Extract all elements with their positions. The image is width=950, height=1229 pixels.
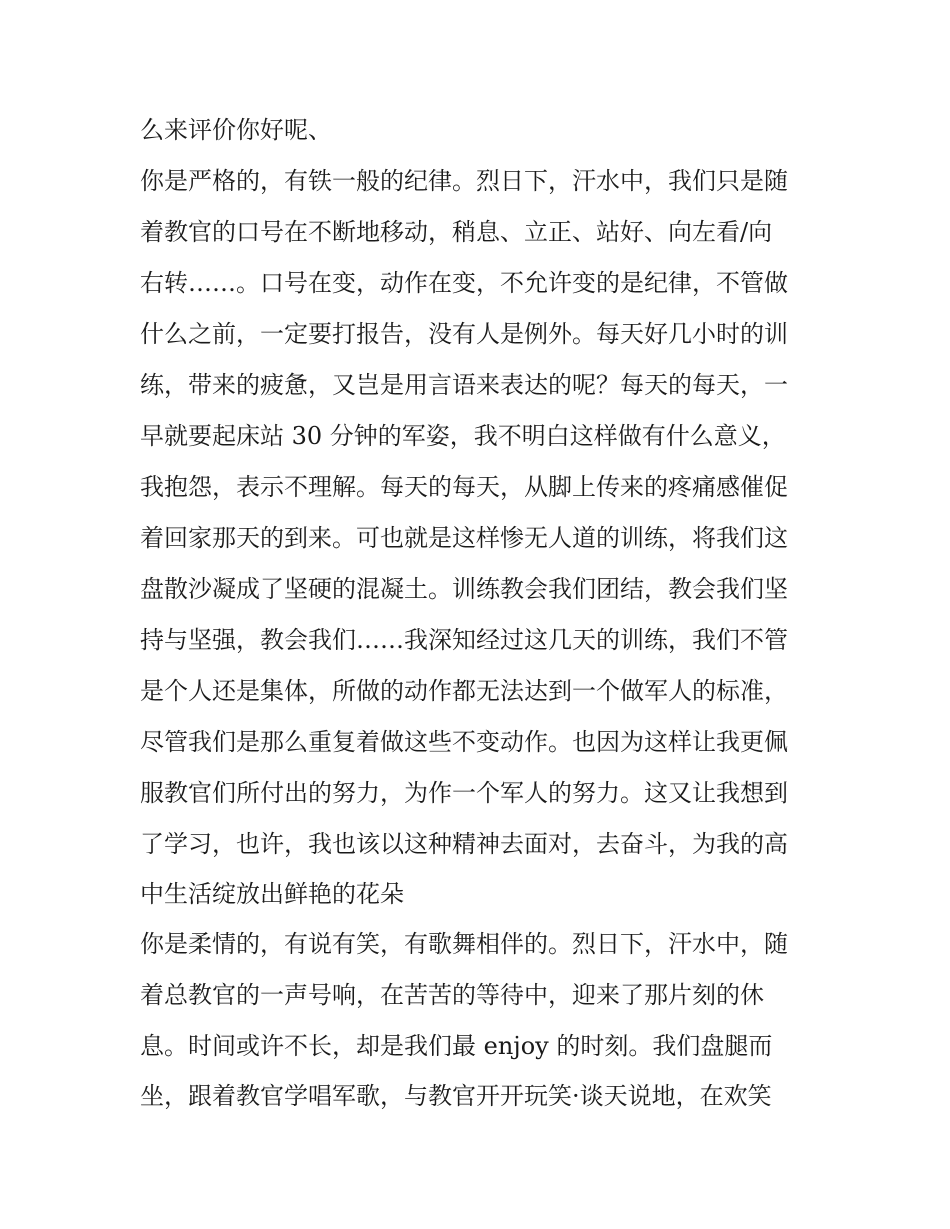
text-line-5: 什么之前，一定要打报告，没有人是例外。每天好几小时的训 [140, 320, 788, 348]
text-line-16: 中生活绽放出鲜艳的花朵 [140, 880, 404, 908]
text-line-7: 早就要起床站 30 分钟的军姿，我不明白这样做有什么意义， [140, 422, 786, 450]
text-line-15: 了学习，也许，我也该以这种精神去面对，去奋斗，为我的高 [140, 830, 788, 858]
text-line-4: 右转……。口号在变，动作在变，不允许变的是纪律，不管做 [140, 269, 788, 297]
text-line-18: 着总教官的一声号响，在苦苦的等待中，迎来了那片刻的休 [140, 981, 764, 1009]
text-line-6: 练，带来的疲惫，又岂是用言语来表达的呢？每天的每天，一 [140, 371, 788, 399]
text-line-1: 么来评价你好呢、 [140, 116, 332, 144]
text-line-14: 服教官们所付出的努力，为作一个军人的努力。这又让我想到 [140, 779, 788, 807]
text-line-12: 是个人还是集体，所做的动作都无法达到一个做军人的标准， [140, 677, 788, 705]
text-line-11: 持与坚强，教会我们……我深知经过这几天的训练，我们不管 [140, 626, 788, 654]
text-line-9: 着回家那天的到来。可也就是这样惨无人道的训练，将我们这 [140, 524, 788, 552]
text-line-10: 盘散沙凝成了坚硬的混凝土。训练教会我们团结，教会我们坚 [140, 575, 788, 603]
text-line-19: 息。时间或许不长，却是我们最 enjoy 的时刻。我们盘腿而 [140, 1032, 773, 1060]
text-line-2: 你是严格的，有铁一般的纪律。烈日下，汗水中，我们只是随 [140, 167, 788, 195]
text-line-3: 着教官的口号在不断地移动，稍息、立正、站好、向左看/向 [140, 218, 773, 246]
text-line-20: 坐，跟着教官学唱军歌，与教官开开玩笑·谈天说地，在欢笑 [140, 1082, 772, 1110]
text-line-8: 我抱怨，表示不理解。每天的每天，从脚上传来的疼痛感催促 [140, 473, 788, 501]
text-line-17: 你是柔情的，有说有笑，有歌舞相伴的。烈日下，汗水中，随 [140, 930, 788, 958]
text-line-13: 尽管我们是那么重复着做这些不变动作。也因为这样让我更佩 [140, 728, 788, 756]
